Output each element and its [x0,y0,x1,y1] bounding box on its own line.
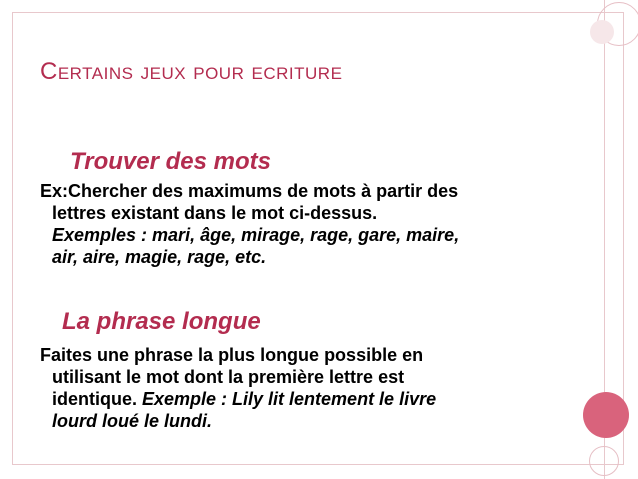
section-la-phrase-longue [40,308,261,336]
example-line: Exemples : mari, âge, mirage, rage, gare, maire, [52,225,460,245]
section-heading: La phrase longue [62,308,261,335]
example-line: lourd loué le lundi. [52,411,212,431]
section-trouver-des-mots [40,148,271,176]
section-body [40,344,560,432]
decorative-circle-filled [583,392,629,438]
body-line: Faites une phrase la plus longue possible en [40,345,424,365]
body-line: lettres existant dans le mot ci-dessus. [52,203,378,223]
section-heading: Trouver des mots [70,148,271,175]
example-text: Exemple : Lily lit lentement le livre [142,389,437,409]
body-text: identique. [52,389,142,409]
slide-title: Certains jeux pour ecriture [40,58,343,85]
decorative-circle-small-outline [589,446,619,476]
example-line: air, aire, magie, rage, etc. [52,247,267,267]
decorative-circle-light [590,20,614,44]
body-line: utilisant le mot dont la première lettre est [52,367,405,387]
body-line [40,388,560,410]
body-line: Ex:Chercher des maximums de mots à partir des [40,181,459,201]
section-body [40,180,560,268]
